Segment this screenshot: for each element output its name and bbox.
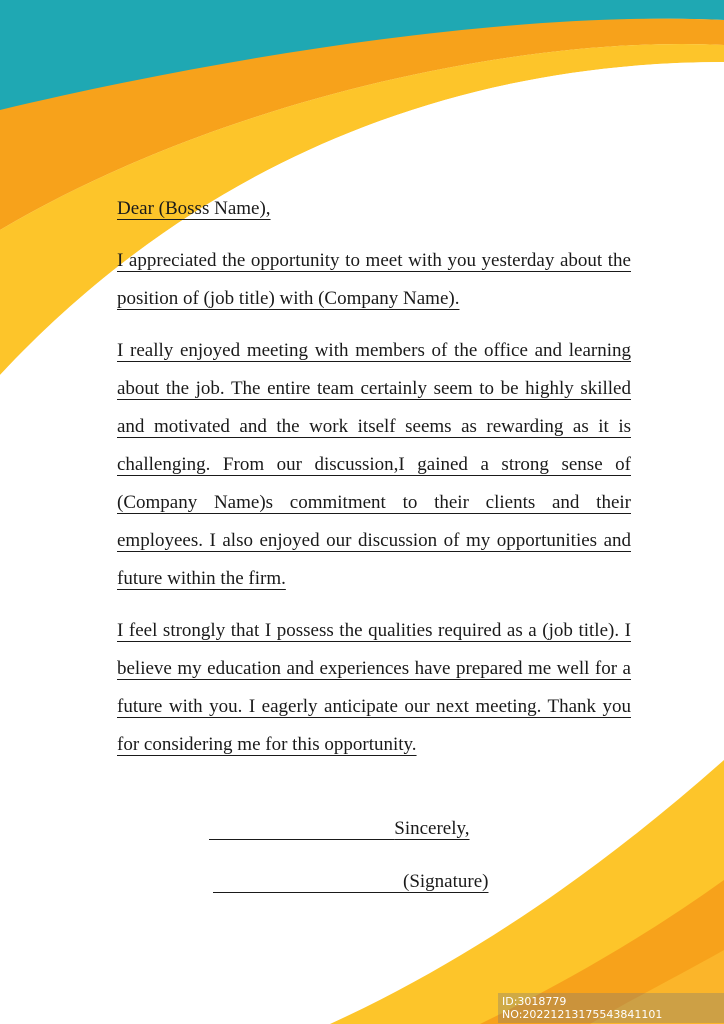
- letter-body: [117, 190, 631, 778]
- letter-paragraph-2: I really enjoyed meeting with members of the office and learning about the job. The entire team certainly seem to be highly skilled and motivated and the work itself seems as rewarding as it is challenging. From our discussion,I gained a strong sense of (Company Name)s commitment to their clients and their employees. I also enjoyed our discussion of my opportunities and future within the firm.: [117, 340, 631, 589]
- letter-greeting: Dear (Bosss Name),: [117, 198, 271, 219]
- letter-paragraph-3: I feel strongly that I possess the qualities required as a (job title). I believe my education and experiences have prepared me well for a future with you. I eagerly anticipate our next meeting. Thank you for considering me for this opportunity.: [117, 620, 631, 755]
- closing-line: [209, 818, 470, 840]
- closing-text: Sincerely,: [394, 818, 470, 839]
- site-watermark: 昵享网 www.nipic.cn: [8, 996, 203, 1017]
- letter-paragraph-1: I appreciated the opportunity to meet with you yesterday about the position of (job title) with (Company Name).: [117, 250, 631, 309]
- id-watermark: ID:3018779 NO:20221213175543841101: [498, 993, 724, 1023]
- signature-line: [213, 871, 488, 893]
- signature-text: (Signature): [403, 871, 489, 892]
